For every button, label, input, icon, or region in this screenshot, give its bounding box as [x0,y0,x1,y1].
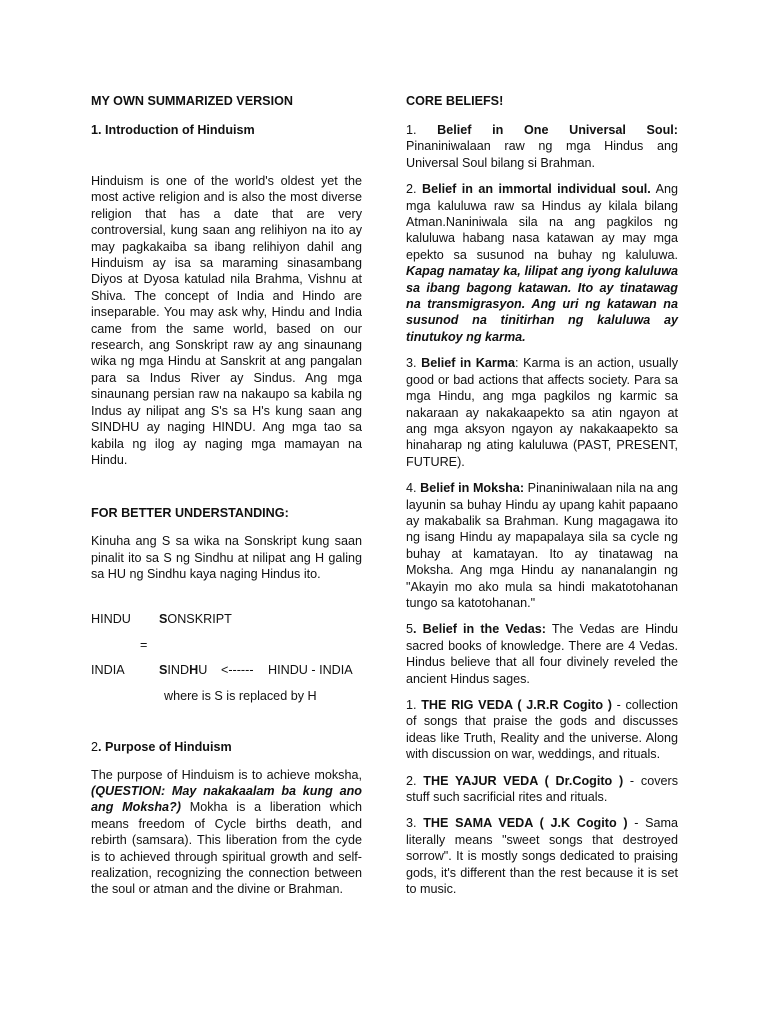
better-understanding-heading: FOR BETTER UNDERSTANDING: [91,506,289,521]
core-beliefs-title: CORE BELIEFS! [406,94,504,108]
word-sindhu: SINDHU [159,662,208,677]
word-hindu-india: HINDU - INDIA [268,662,353,677]
arrow-left: <------ [221,662,254,677]
better-understanding-paragraph: Kinuha ang S sa wika na Sonskript kung saan pinalit ito sa S ng Sindhu at nilipat ang H galing sa HU ng Sindhu kaya naging Hindus ito. [91,534,362,582]
belief-4: 4. Belief in Moksha: Pinaniniwalaan nila na ang layunin sa buhay Hindu ay upang kahit papaano ay makabalik sa Brahman. Kung magagawa ito ng isang Hindu ay mapapalaya sila sa cycle ng buhay at kamatayan. Ito ay tinatawag na Moksha. Ang mga Hindu ay nananalangin ng "Akayin mo ako mula sa hindi makatotohanan tungo sa katotohanan." [406,481,678,610]
word-india: INDIA [91,662,125,677]
left-column [91,93,362,898]
word-sonskript: SONSKRIPT [159,611,232,626]
intro-paragraph: Hinduism is one of the world's oldest yet the most active religion and is also the most diverse religion that has a date that are very controversial, kung saan ang relihiyon na ito ay may pagkakaiba sa ibang relihiyon dahil ang Hinduism ay isa sa maraming sinasambang Diyos at Dyosa katulad nila Brahma, Vishnu at Shiva. The concept of India and Hindo are inseparable. You may ask why, Hindu and India came from the same world, based on our research, ang Sonskript raw ay ang sinaunang wika ng mga Hindu at Sanskrit at ang pangalan para sa Indus River ay Sindus. Ang mga sinaunang persian raw na nakaupo sa kabila ng Indus ay nilipat ang S's sa H's kung saan ang SINDHU ay naging HINDU. Ang mga tao sa kabila ng ilog ay naging mga mamayan na Hindu. [91,174,362,467]
replacement-note: where is S is replaced by H [164,688,317,703]
purpose-heading: 2. Purpose of Hinduism [91,739,232,754]
veda-3: 3. THE SAMA VEDA ( J.K Cogito ) - Sama literally means "sweet songs that destroyed sorrow". It is mostly songs dedicated to praising gods, it's different than the rest because it is set to music. [406,816,679,897]
belief-2: 2. Belief in an immortal individual soul. Ang mga kaluluwa raw sa Hindus ay kilala bilang Atman.Naniniwala sila na ang pagkilos ng kaluluwa habang nasa katawan ay may mga epekto sa susunod na buhay ng kaluluwa. Kapag namatay ka, lilipat ang iyong kaluluwa sa ibang bagong katawan. Ito ay tinatawag na transmigrasyon. Ang uri ng katawan na susunod na tinitirhan ng kaluluwa ay tinutukoy ng karma. [406,182,678,344]
equals-sign: = [140,637,148,652]
veda-1: 1. THE RIG VEDA ( J.R.R Cogito ) - collection of songs that praise the gods and discusses ideas like Truth, Reality and the universe. Along with discussion on war, weddings, and rituals. [406,698,678,762]
veda-2: 2. THE YAJUR VEDA ( Dr.Cogito ) - covers stuff such sacrificial rites and rituals. [406,773,678,805]
belief-1: 1. Belief in One Universal Soul: Pinaniniwalaan raw ng mga Hindus ang Universal Soul bilang si Brahman. [406,123,678,170]
right-column [406,93,678,897]
intro-heading: 1. Introduction of Hinduism [91,123,255,137]
belief-5: 5. Belief in the Vedas: The Vedas are Hindu sacred books of knowledge. There are 4 Vedas. Hindus believe that all four divinely reveled the ancient Hindus sages. [406,622,678,686]
belief-3: 3. Belief in Karma: Karma is an action, usually good or bad actions that affects society. Para sa mga Hindu, ang mga pagkilos ng karmic sa nakaraan ay nakakaapekto sa atin ngayon at ang mga aksyon ngayon ay nakakaapekto sa hinaharap ng ating kaluluwa (PAST, PRESENT, FUTURE). [406,356,678,469]
purpose-paragraph: The purpose of Hinduism is to achieve moksha, (QUESTION: May nakakaalam ba kung ano ang Moksha?) Mokha is a liberation which means freedom of Cycle births death, and rebirth (samsara). This liberation from the cyde is to achieved through spiritual growth and self-realization, recognizing the connection between the soul or atman and the divine or Brahman. [91,767,362,897]
word-hindu: HINDU [91,611,131,626]
document-title: MY OWN SUMMARIZED VERSION [91,94,293,108]
hindu-india-diagram [91,611,362,715]
